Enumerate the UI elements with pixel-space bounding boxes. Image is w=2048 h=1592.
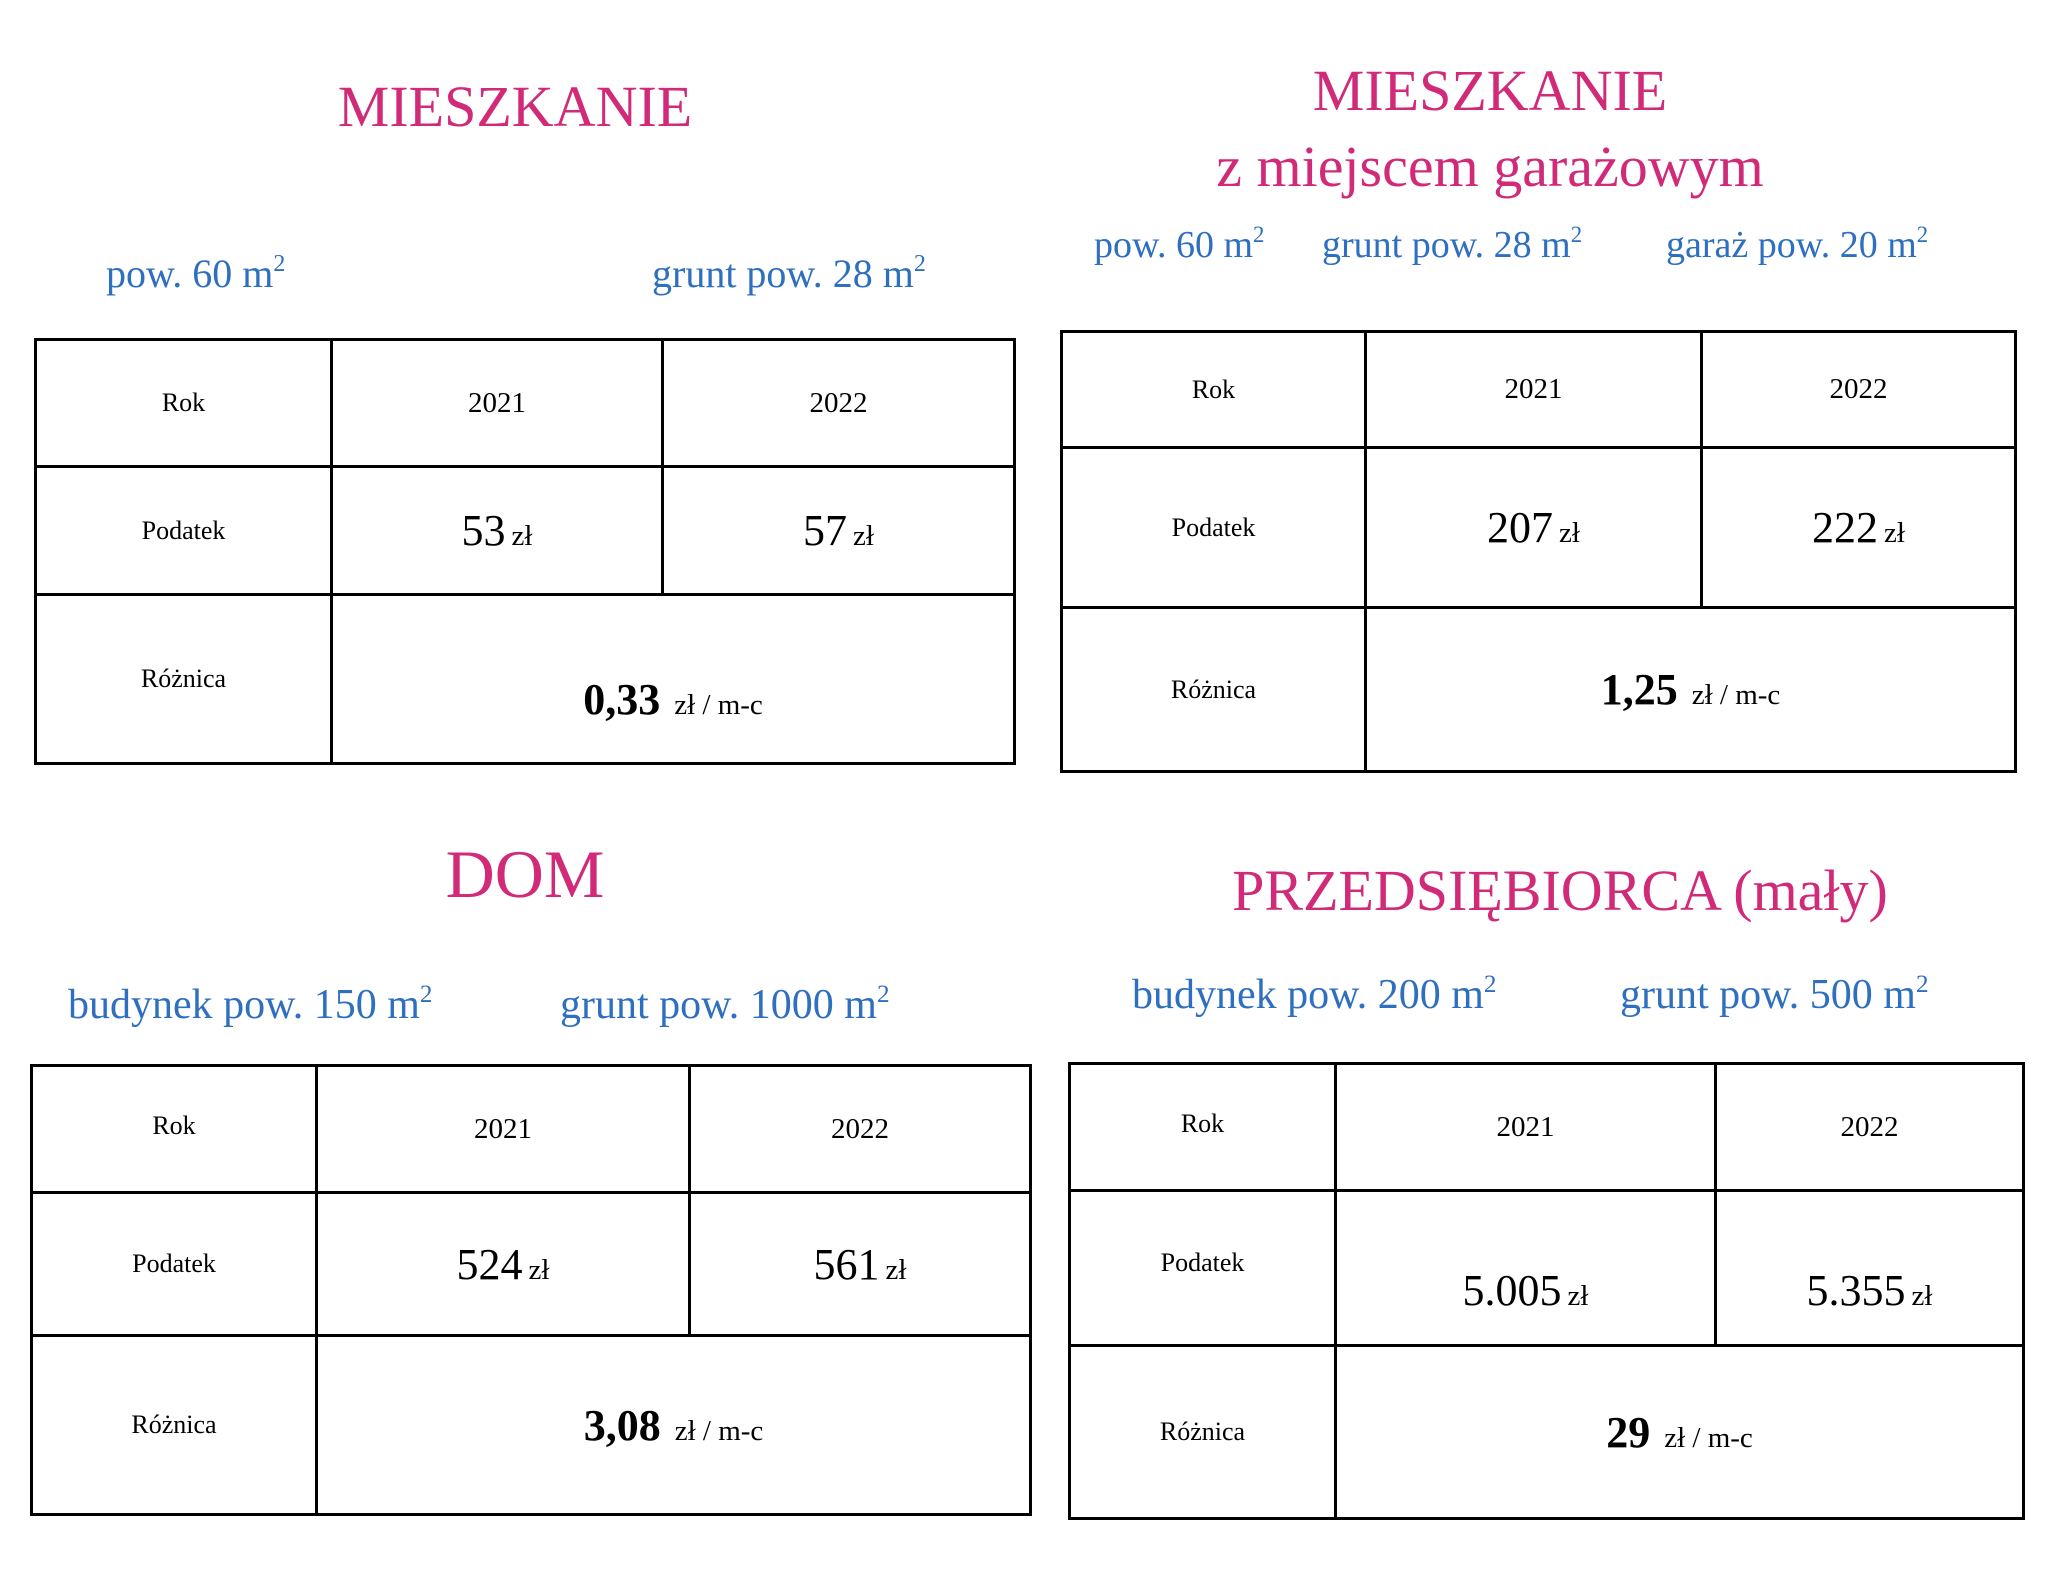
difference-value: 0,33 — [583, 674, 661, 724]
row-label-roznica: Różnica — [36, 595, 332, 764]
row-label-rok: Rok — [1070, 1064, 1336, 1191]
year-2022: 2022 — [690, 1066, 1031, 1193]
year-2021: 2021 — [332, 340, 663, 467]
difference-unit: zł / m-c — [674, 1414, 764, 1447]
panel4-area-grunt-text: grunt pow. 500 m — [1620, 972, 1916, 1018]
sup: 2 — [1916, 222, 1929, 247]
difference-value: 29 — [1606, 1407, 1651, 1457]
year-2021: 2021 — [1366, 332, 1702, 448]
sup: 2 — [419, 981, 433, 1008]
panel3-area-budynek-text: budynek pow. 150 m — [68, 982, 420, 1028]
panel2-area-pow-text: pow. 60 m — [1094, 224, 1254, 266]
row-label-rok: Rok — [32, 1066, 317, 1193]
panel3-table — [30, 1064, 1032, 1516]
tax-2021 — [332, 467, 663, 595]
tax-value: 53 — [461, 506, 506, 555]
difference-value: 3,08 — [583, 1400, 661, 1450]
tax-value: 57 — [803, 506, 848, 555]
difference-cell — [317, 1336, 1031, 1515]
panel4-area-budynek — [1132, 971, 1497, 1018]
year-2021: 2021 — [1336, 1064, 1716, 1191]
panel1-table — [34, 338, 1016, 765]
year-2022: 2022 — [1702, 332, 2016, 448]
year-2021: 2021 — [317, 1066, 690, 1193]
panel1-area-grunt-text: grunt pow. 28 m — [652, 251, 914, 296]
panel4-area-grunt — [1620, 971, 1929, 1018]
difference-cell — [1336, 1346, 2024, 1519]
row-label-podatek: Podatek — [1062, 448, 1366, 608]
tax-2022 — [690, 1193, 1031, 1336]
tax-2022 — [1702, 448, 2016, 608]
sup: 2 — [1253, 222, 1265, 247]
tax-unit: zł — [885, 1253, 907, 1286]
sup: 2 — [1570, 222, 1583, 247]
panel2-title: MIESZKANIE — [1312, 58, 1668, 123]
tax-unit: zł — [1567, 1279, 1589, 1312]
panel2-subtitle: z miejscem garażowym — [1216, 134, 1764, 199]
tax-unit: zł — [528, 1253, 550, 1286]
difference-unit: zł / m-c — [674, 688, 763, 721]
panel2-area-garaz — [1666, 222, 1929, 266]
panel1-area-grunt — [652, 251, 926, 296]
difference-cell — [1366, 608, 2016, 772]
sup: 2 — [1915, 971, 1929, 998]
panel2-area-pow — [1094, 222, 1265, 266]
panel3-area-budynek — [68, 981, 433, 1028]
tax-2022 — [663, 467, 1015, 595]
row-label-rok: Rok — [36, 340, 332, 467]
panel1-area-pow — [106, 251, 286, 296]
difference-cell — [332, 595, 1015, 764]
row-label-roznica: Różnica — [32, 1336, 317, 1515]
sup: 2 — [913, 251, 926, 277]
row-label-roznica: Różnica — [1070, 1346, 1336, 1519]
tax-value: 222 — [1812, 503, 1879, 552]
row-label-podatek: Podatek — [32, 1193, 317, 1336]
tax-value: 207 — [1487, 503, 1554, 552]
sup: 2 — [1483, 971, 1497, 998]
difference-value: 1,25 — [1600, 665, 1678, 714]
tax-2022 — [1716, 1191, 2024, 1346]
panel2-area-garaz-text: garaż pow. 20 m — [1666, 224, 1917, 266]
year-2022: 2022 — [663, 340, 1015, 467]
tax-value: 524 — [456, 1239, 523, 1289]
row-label-rok: Rok — [1062, 332, 1366, 448]
panel4-table — [1068, 1062, 2025, 1520]
tax-unit: zł — [1884, 517, 1905, 549]
panel1-area-pow-text: pow. 60 m — [106, 251, 274, 296]
panel3-title: DOM — [445, 836, 605, 912]
tax-2021 — [1336, 1191, 1716, 1346]
tax-value: 5.005 — [1462, 1265, 1562, 1315]
tax-unit: zł — [853, 520, 874, 552]
tax-value: 561 — [813, 1239, 880, 1289]
tax-unit: zł — [511, 520, 533, 552]
tax-2021 — [1366, 448, 1702, 608]
tax-value: 5.355 — [1806, 1265, 1906, 1315]
row-label-roznica: Różnica — [1062, 608, 1366, 772]
row-label-podatek: Podatek — [36, 467, 332, 595]
panel4-title: PRZEDSIĘBIORCA (mały) — [1232, 858, 1888, 923]
panel2-area-grunt-text: grunt pow. 28 m — [1322, 224, 1571, 266]
year-2022: 2022 — [1716, 1064, 2024, 1191]
sup: 2 — [876, 981, 890, 1008]
panel2-area-grunt — [1322, 222, 1583, 266]
tax-unit: zł — [1911, 1279, 1933, 1312]
panel3-area-grunt-text: grunt pow. 1000 m — [560, 982, 877, 1028]
sup: 2 — [273, 251, 286, 277]
tax-2021 — [317, 1193, 690, 1336]
tax-unit: zł — [1559, 517, 1580, 549]
panel1-title: MIESZKANIE — [337, 74, 693, 139]
panel4-area-budynek-text: budynek pow. 200 m — [1132, 972, 1484, 1018]
difference-unit: zł / m-c — [1691, 679, 1781, 711]
panel3-area-grunt — [560, 981, 890, 1028]
row-label-podatek: Podatek — [1070, 1191, 1336, 1346]
difference-unit: zł / m-c — [1664, 1421, 1753, 1454]
panel2-table — [1060, 330, 2017, 773]
